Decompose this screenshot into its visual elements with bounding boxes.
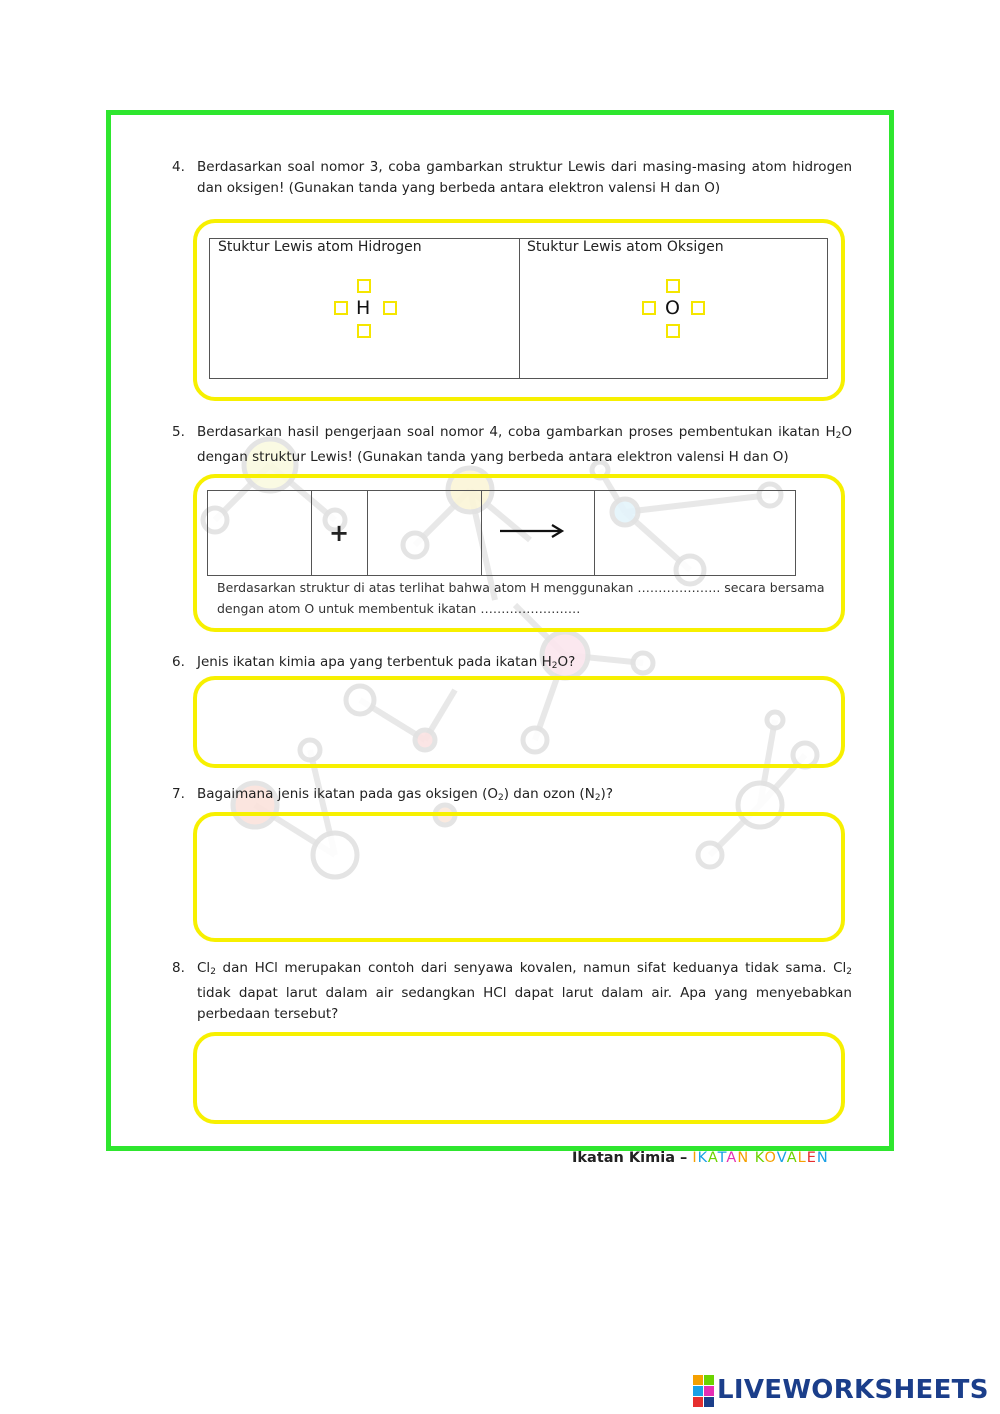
electron-drop-box[interactable]: [383, 301, 397, 315]
text-span: Jenis ikatan kimia apa yang terbentuk pada ikatan H: [197, 654, 552, 670]
electron-drop-box[interactable]: [666, 324, 680, 338]
table-divider: [481, 491, 482, 575]
liveworksheets-brand[interactable]: [693, 1374, 989, 1406]
question-text-line: [197, 422, 852, 447]
subscript: 2: [846, 967, 852, 977]
footer-letter: N: [737, 1150, 750, 1166]
footer-letter: E: [806, 1150, 817, 1166]
subscript: 2: [594, 793, 601, 803]
electron-drop-box[interactable]: [642, 301, 656, 315]
answer-box-7[interactable]: [193, 812, 845, 942]
footer-letter: V: [776, 1150, 787, 1166]
conclusion-line-1: Berdasarkan struktur di atas terlihat bahwa atom H menggunakan ……………….. secara bersama: [217, 580, 825, 595]
footer-letter: A: [707, 1150, 718, 1166]
product-cell[interactable]: [595, 491, 795, 575]
oxygen-cell-title: Stuktur Lewis atom Oksigen: [527, 239, 724, 255]
text-span: ) dan ozon (N: [503, 786, 595, 802]
electron-drop-box[interactable]: [357, 279, 371, 293]
electron-drop-box[interactable]: [357, 324, 371, 338]
answer-box-8[interactable]: [193, 1032, 845, 1124]
text-span: Bagaimana jenis ikatan pada gas oksigen (O: [197, 786, 498, 802]
question-text-line: dengan struktur Lewis! (Gunakan tanda yang berbeda antara elektron valensi H dan O): [197, 449, 789, 465]
question-number: 8.: [172, 960, 185, 976]
footer-letter: K: [754, 1150, 765, 1166]
electron-drop-box[interactable]: [334, 301, 348, 315]
footer-letter: N: [816, 1150, 829, 1166]
question-text-line: [197, 958, 852, 983]
text-span: O?: [557, 654, 576, 670]
question-number: 4.: [172, 159, 185, 175]
question-text-line: dan oksigen! (Gunakan tanda yang berbeda antara elektron valensi H dan O): [197, 180, 721, 196]
question-text-line: Berdasarkan soal nomor 3, coba gambarkan struktur Lewis dari masing-masing atom hidrogen: [197, 159, 852, 175]
footer-letter: I: [692, 1150, 698, 1166]
footer-colored-title: [692, 1150, 828, 1166]
table-divider: [311, 491, 312, 575]
footer-letter: T: [717, 1150, 727, 1166]
oxygen-symbol: O: [665, 297, 680, 319]
subscript: 2: [498, 793, 504, 803]
liveworksheets-wordmark: LIVEWORKSHEETS: [717, 1375, 989, 1405]
subscript: 2: [210, 967, 216, 977]
subscript: 2: [835, 431, 842, 441]
text-span: Berdasarkan hasil pengerjaan soal nomor 4, coba gambarkan proses pembentukan ikatan H: [197, 424, 836, 440]
subscript: 2: [551, 661, 558, 671]
reactant-cell-2[interactable]: [368, 491, 481, 575]
liveworksheets-logo-icon: [693, 1375, 713, 1405]
footer-letter: L: [797, 1150, 807, 1166]
question-number: 7.: [172, 786, 185, 802]
question-text-line: tidak dapat larut dalam air sedangkan HCl dapat larut dalam air. Apa yang menyebabkan: [197, 985, 852, 1001]
plus-sign: +: [329, 519, 350, 547]
hydrogen-symbol: H: [356, 297, 371, 319]
text-span: O: [841, 424, 852, 440]
question-text-line: perbedaan tersebut?: [197, 1006, 339, 1022]
worksheet-footer: [572, 1150, 829, 1166]
question-number: 5.: [172, 424, 185, 440]
conclusion-line-2: dengan atom O untuk membentuk ikatan ……………………: [217, 601, 581, 616]
footer-letter: O: [764, 1150, 777, 1166]
text-span: Cl: [197, 960, 211, 976]
reaction-arrow-icon: [498, 523, 568, 539]
table-divider: [519, 239, 520, 378]
lewis-structure-table: [209, 238, 828, 379]
hydrogen-cell-title: Stuktur Lewis atom Hidrogen: [218, 239, 422, 255]
electron-drop-box[interactable]: [666, 279, 680, 293]
footer-letter: A: [786, 1150, 798, 1166]
electron-drop-box[interactable]: [691, 301, 705, 315]
question-number: 6.: [172, 654, 185, 670]
text-span: dan HCl merupakan contoh dari senyawa kovalen, namun sifat keduanya tidak sama. Cl: [215, 960, 847, 976]
footer-letter: K: [697, 1150, 708, 1166]
footer-prefix: Ikatan Kimia –: [572, 1150, 693, 1166]
reactant-cell-1[interactable]: [208, 491, 311, 575]
footer-letter: A: [726, 1150, 738, 1166]
bond-process-table: [207, 490, 796, 576]
answer-box-6[interactable]: [193, 676, 845, 768]
text-span: )?: [600, 786, 613, 802]
